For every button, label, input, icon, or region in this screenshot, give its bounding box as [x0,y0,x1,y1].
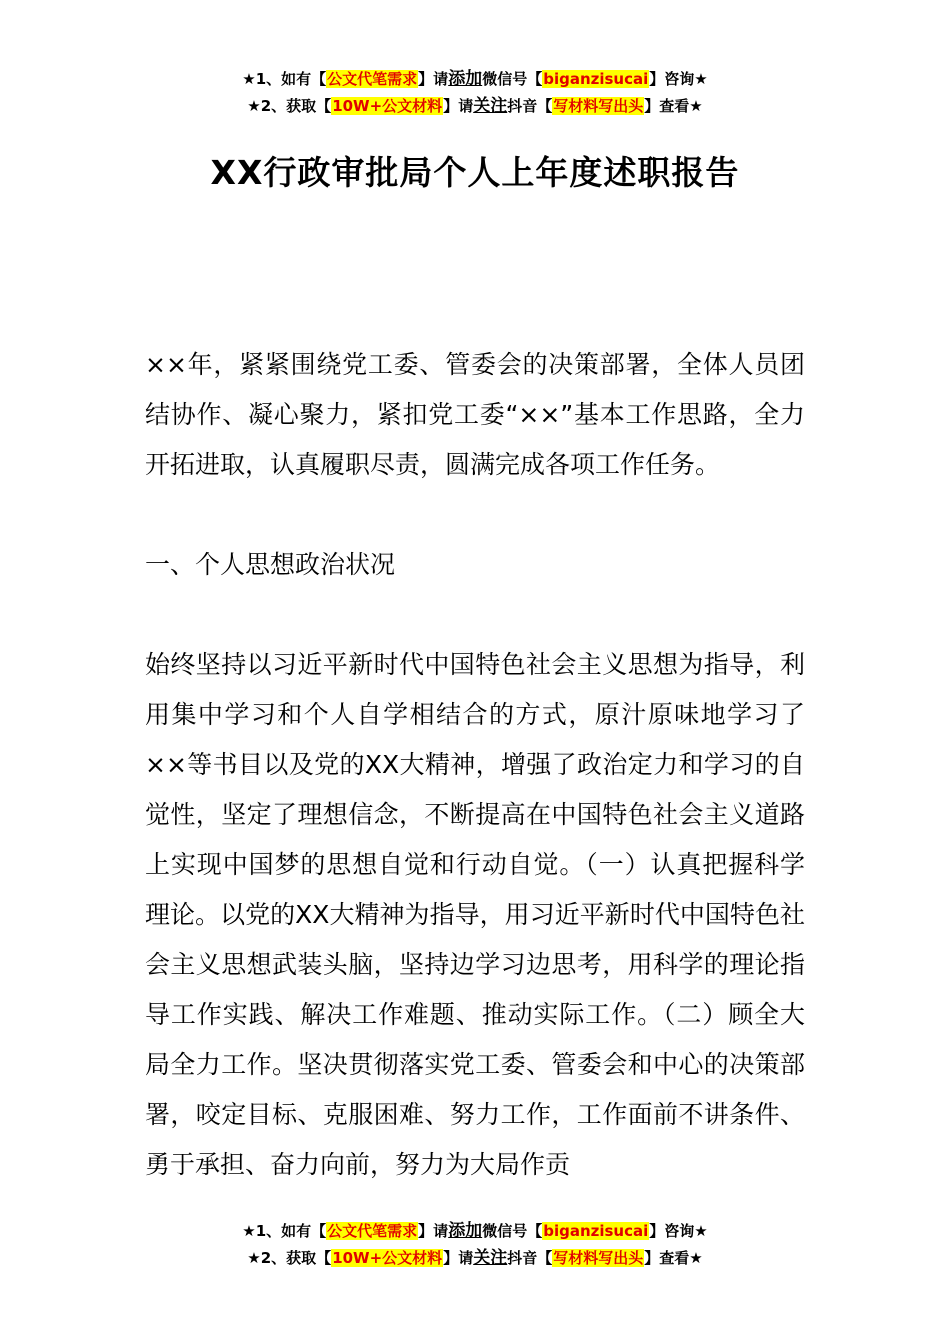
promo-highlight: 公文代笔需求 [327,1222,418,1240]
section-paragraph: 始终坚持以习近平新时代中国特色社会主义思想为指导，利用集中学习和个人自学相结合的方式，原汁原味地学习了××等书目以及党的XX大精神，增强了政治定力和学习的自觉性，坚定了理想信念，不断提高在中国特色社会主义道路上实现中国梦的思想自觉和行动自觉。（一）认真把握科学理论。以党的XX大精神为指导，用习近平新时代中国特色社会主义思想武装头脑，坚持边学习边思考，用科学的理论指导工作实践、解决工作难题、推动实际工作。（二）顾全大局全力工作。坚决贯彻落实党工委、管委会和中心的决策部署，咬定目标、克服困难、努力工作，工作面前不讲条件、勇于承担、奋力向前，努力为大局作贡 [145,650,805,1179]
section-heading: 一、个人思想政治状况 [145,550,396,579]
promo-emphasis: 关注 [473,1248,508,1268]
promo-douyin-id: 写材料写出头 [553,97,644,115]
promo-highlight: 10W+公文材料 [332,97,443,115]
document-body [145,340,805,1190]
promo-highlight: 公文代笔需求 [327,70,418,88]
promo-douyin-id: 写材料写出头 [553,1249,644,1267]
promo-emphasis: 添加 [448,69,483,89]
promo-emphasis: 添加 [448,1221,483,1241]
intro-paragraph: ××年，紧紧围绕党工委、管委会的决策部署，全体人员团结协作、凝心聚力，紧扣党工委“××”基本工作思路，全力开拓进取，认真履职尽责，圆满完成各项工作任务。 [145,350,805,479]
promo-highlight: 10W+公文材料 [332,1249,443,1267]
promo-wechat-id: biganzisucai [543,1222,649,1240]
promo-line-1: ★1、如有【公文代笔需求】请添加微信号【biganzisucai】咨询★ [242,1221,708,1241]
promo-line-2: ★2、获取【10W+公文材料】请关注抖音【写材料写出头】查看★ [247,96,703,116]
promo-line-2: ★2、获取【10W+公文材料】请关注抖音【写材料写出头】查看★ [247,1248,703,1268]
promo-line-1: ★1、如有【公文代笔需求】请添加微信号【biganzisucai】咨询★ [242,69,708,89]
promo-wechat-id: biganzisucai [543,70,649,88]
promo-emphasis: 关注 [473,96,508,116]
promo-banner-top [0,66,950,120]
document-title: XX行政审批局个人上年度述职报告 [210,153,740,192]
promo-banner-bottom [0,1218,950,1272]
